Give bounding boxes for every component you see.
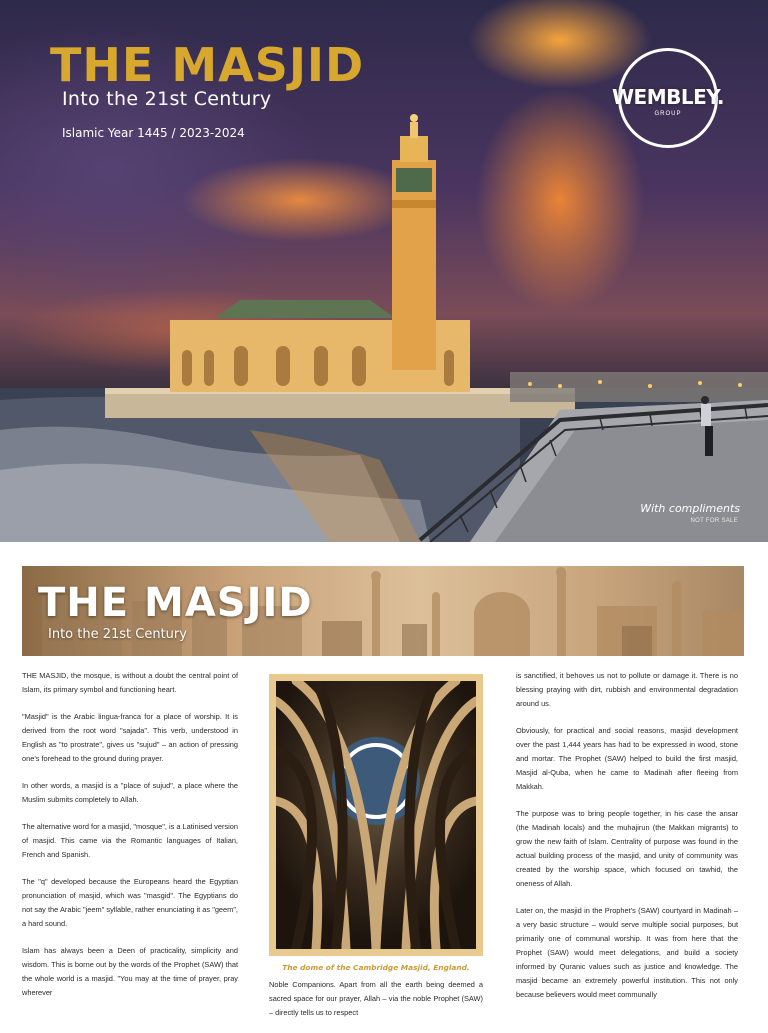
article-paragraph: The purpose was to bring people together, in his case the ansar (the Madinah locals) and the muhajirun (the Makkan migrants) to grow the new faith of Islam. Centrality of purpose was found in the actual building process of the masjid, and unity of community was created by the worship space, which focused on tawhid, the oneness of Allah.: [516, 809, 738, 888]
not-for-sale-label: NOT FOR SALE: [690, 518, 738, 524]
banner-title: THE MASJID: [38, 580, 313, 626]
article-paragraph: The alternative word for a masjid, "mosque", is a Latinised version of masjid. This came via the Romantic languages of Italian, French and Spanish.: [22, 822, 238, 859]
article-paragraph: THE MASJID, the mosque, is without a doubt the central point of Islam, its primary symbol and functioning heart.: [22, 671, 238, 694]
wembley-logo-name: WEMBLEY.: [611, 85, 725, 109]
article-column-1: [22, 669, 238, 1013]
dome-photo: [276, 681, 476, 949]
article-paragraph: Obviously, for practical and social reasons, masjid development over the past 1,444 years has had to be expressed in wood, stone and mortar. The Prophet (SAW) helped to build the first masjid, Masjid al-Quba, when he came to Madinah after fleeing from Makkah.: [516, 726, 738, 791]
section-banner: [22, 566, 744, 656]
article-paragraph: Islam has always been a Deen of practicality, simplicity and wisdom. This is borne out by the words of the Prophet (SAW) that the whole world is a masjid. "You may at the time of prayer, pray wherever: [22, 946, 238, 997]
article-paragraph: is sanctified, it behoves us not to pollute or damage it. There is no blessing praying with dirt, rubbish and environmental degradation around us.: [516, 671, 738, 708]
dome-photo-frame: [269, 674, 483, 956]
cover-year-label: Islamic Year 1445 / 2023-2024: [62, 126, 245, 140]
article-paragraph: The "q" developed because the Europeans heard the Egyptian pronunciation of masjid, which was "masgid". The Egyptians do not say the Arabic "jeem" syllable, rather enunciating it as "geem", a hard sound.: [22, 877, 238, 928]
article-column-3: [516, 669, 738, 1015]
dome-lattice-illustration: [276, 681, 476, 949]
photo-caption: The dome of the Cambridge Masjid, England.: [282, 963, 470, 972]
article-column-2: [269, 978, 483, 1033]
article-paragraph: Noble Companions. Apart from all the earth being deemed a sacred space for our prayer, Allah – via the noble Prophet (SAW) – directly tells us to respect: [269, 980, 483, 1017]
cover-title: THE MASJID: [50, 38, 365, 92]
cover-subtitle: Into the 21st Century: [62, 88, 272, 110]
banner-subtitle: Into the 21st Century: [48, 627, 187, 642]
compliments-label: With compliments: [640, 502, 740, 515]
article-paragraph: In other words, a masjid is a "place of sujud", a place where the Muslim submits completely to Allah.: [22, 781, 238, 804]
wembley-logo-sub: GROUP: [654, 111, 682, 117]
article-paragraph: "Masjid" is the Arabic lingua-franca for a place of worship. It is derived from the root word "sajada". This verb, understood in English as "to prostrate", gives us "sujud" – an action of pressing one's forehead to the ground during prayer.: [22, 712, 238, 763]
article-paragraph: Later on, the masjid in the Prophet's (SAW) courtyard in Madinah – a very basic structure – would serve multiple social purposes, but primarily one of communal worship. It was from here that the Prophet (SAW) would meet delegations, and build a society informed by Quranic values such as justice and knowledge. The masjid became an extremely powerful institution. This not only because believers would meet communally: [516, 906, 738, 999]
